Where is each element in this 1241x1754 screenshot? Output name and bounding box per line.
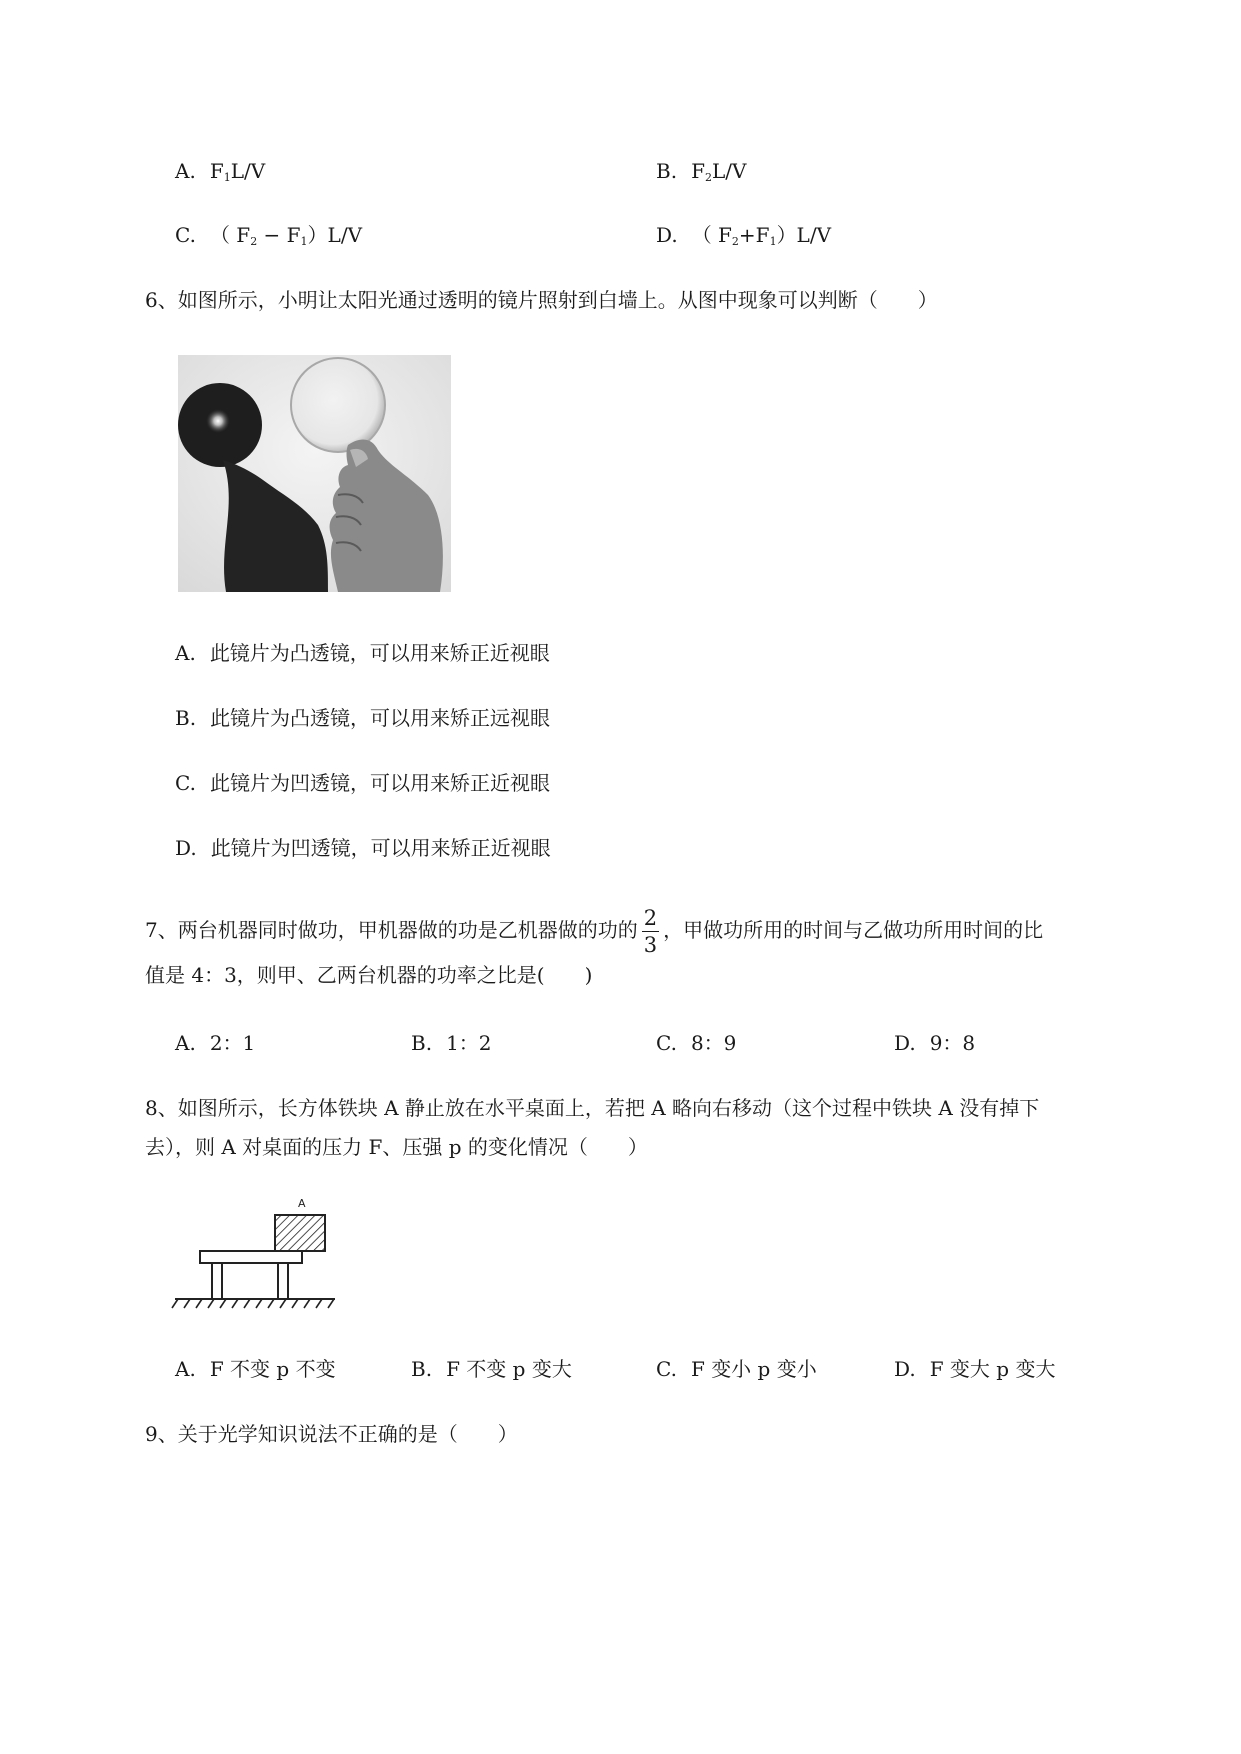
option-text: （ $F_2+F_1)L/V$ (691, 223, 832, 248)
option-text: $F_2L/V$ (691, 159, 747, 184)
lens-photo-graphic (178, 355, 451, 592)
option-letter: A. (175, 159, 196, 183)
option-letter: B. (656, 159, 678, 183)
q8-stem-line1: 8、如图所示，长方体铁块 A 静止放在水平桌面上，若把 A 略向右移动（这个过程中铁块 A 没有掉下 (145, 1096, 1040, 1120)
q7-option-a (175, 1028, 255, 1058)
option-text: 此镜片为凸透镜，可以用来矫正远视眼 (210, 706, 551, 730)
option-text: F 变大 p 变大 (929, 1357, 1056, 1381)
option-text: 此镜片为凹透镜，可以用来矫正近视眼 (210, 836, 551, 860)
option-letter: B. (411, 1031, 433, 1055)
option-letter: C. (656, 1031, 677, 1055)
option-text: $F_1L/V$ (209, 159, 266, 184)
q6-option-a (175, 638, 550, 668)
option-text: 9：8 (929, 1031, 976, 1055)
option-text: 此镜片为凸透镜，可以用来矫正近视眼 (209, 641, 550, 665)
q8-stem-line2: 去），则 A 对桌面的压力 F、压强 p 的变化情况（ ） (145, 1135, 648, 1159)
option-text: 此镜片为凹透镜，可以用来矫正近视眼 (209, 771, 550, 795)
lens-photo (178, 355, 451, 592)
q5-option-c (175, 220, 362, 257)
q9-stem: 9、关于光学知识说法不正确的是（ ） (145, 1422, 518, 1446)
option-letter: C. (656, 1357, 677, 1381)
option-text: 8：9 (690, 1031, 737, 1055)
option-letter: A. (175, 1357, 196, 1381)
block-label: A (298, 1197, 306, 1210)
fraction (642, 905, 659, 958)
q8-option-c (656, 1354, 817, 1384)
option-letter: C. (175, 771, 196, 795)
table-block-diagram (170, 1190, 350, 1310)
option-letter: A. (175, 641, 196, 665)
option-text: F 变小 p 变小 (690, 1357, 817, 1381)
option-letter: B. (411, 1357, 433, 1381)
q6-option-c (175, 768, 550, 798)
option-text: F 不变 p 变大 (446, 1357, 572, 1381)
q7-stem-pre: 7、两台机器同时做功，甲机器做的功是乙机器做的功的 (145, 918, 638, 942)
q7-stem-line1 (145, 900, 1043, 960)
q7-option-c (656, 1028, 736, 1058)
option-letter: B. (175, 706, 197, 730)
q5-option-b (656, 156, 746, 193)
option-letter: D. (175, 836, 197, 860)
option-text: （ $F_2 - F_1)L/V$ (209, 223, 363, 248)
fraction-numerator: 2 (643, 906, 658, 930)
q6-option-b (175, 703, 550, 733)
q5-option-a (175, 156, 265, 193)
option-letter: C. (175, 223, 196, 247)
option-text: F 不变 p 不变 (209, 1357, 336, 1381)
q7-option-b (411, 1028, 492, 1058)
q8-option-b (411, 1354, 572, 1384)
fraction-denominator: 3 (643, 933, 658, 957)
q8-option-a (175, 1354, 336, 1384)
q8-option-d (894, 1354, 1055, 1384)
q6-stem: 6、如图所示，小明让太阳光通过透明的镜片照射到白墙上。从图中现象可以判断（ ） (145, 288, 938, 312)
q6-option-d (175, 833, 551, 863)
option-letter: D. (894, 1357, 916, 1381)
option-letter: D. (656, 223, 678, 247)
option-letter: A. (175, 1031, 196, 1055)
q7-stem-line2: 值是 4：3，则甲、乙两台机器的功率之比是( ) (145, 963, 593, 987)
table-block-graphic (170, 1190, 350, 1310)
option-text: 2：1 (209, 1031, 256, 1055)
option-text: 1：2 (446, 1031, 492, 1055)
q7-option-d (894, 1028, 975, 1058)
q5-option-d (656, 220, 831, 257)
q7-stem-post: ，甲做功所用的时间与乙做功所用时间的比 (663, 918, 1044, 942)
option-letter: D. (894, 1031, 916, 1055)
